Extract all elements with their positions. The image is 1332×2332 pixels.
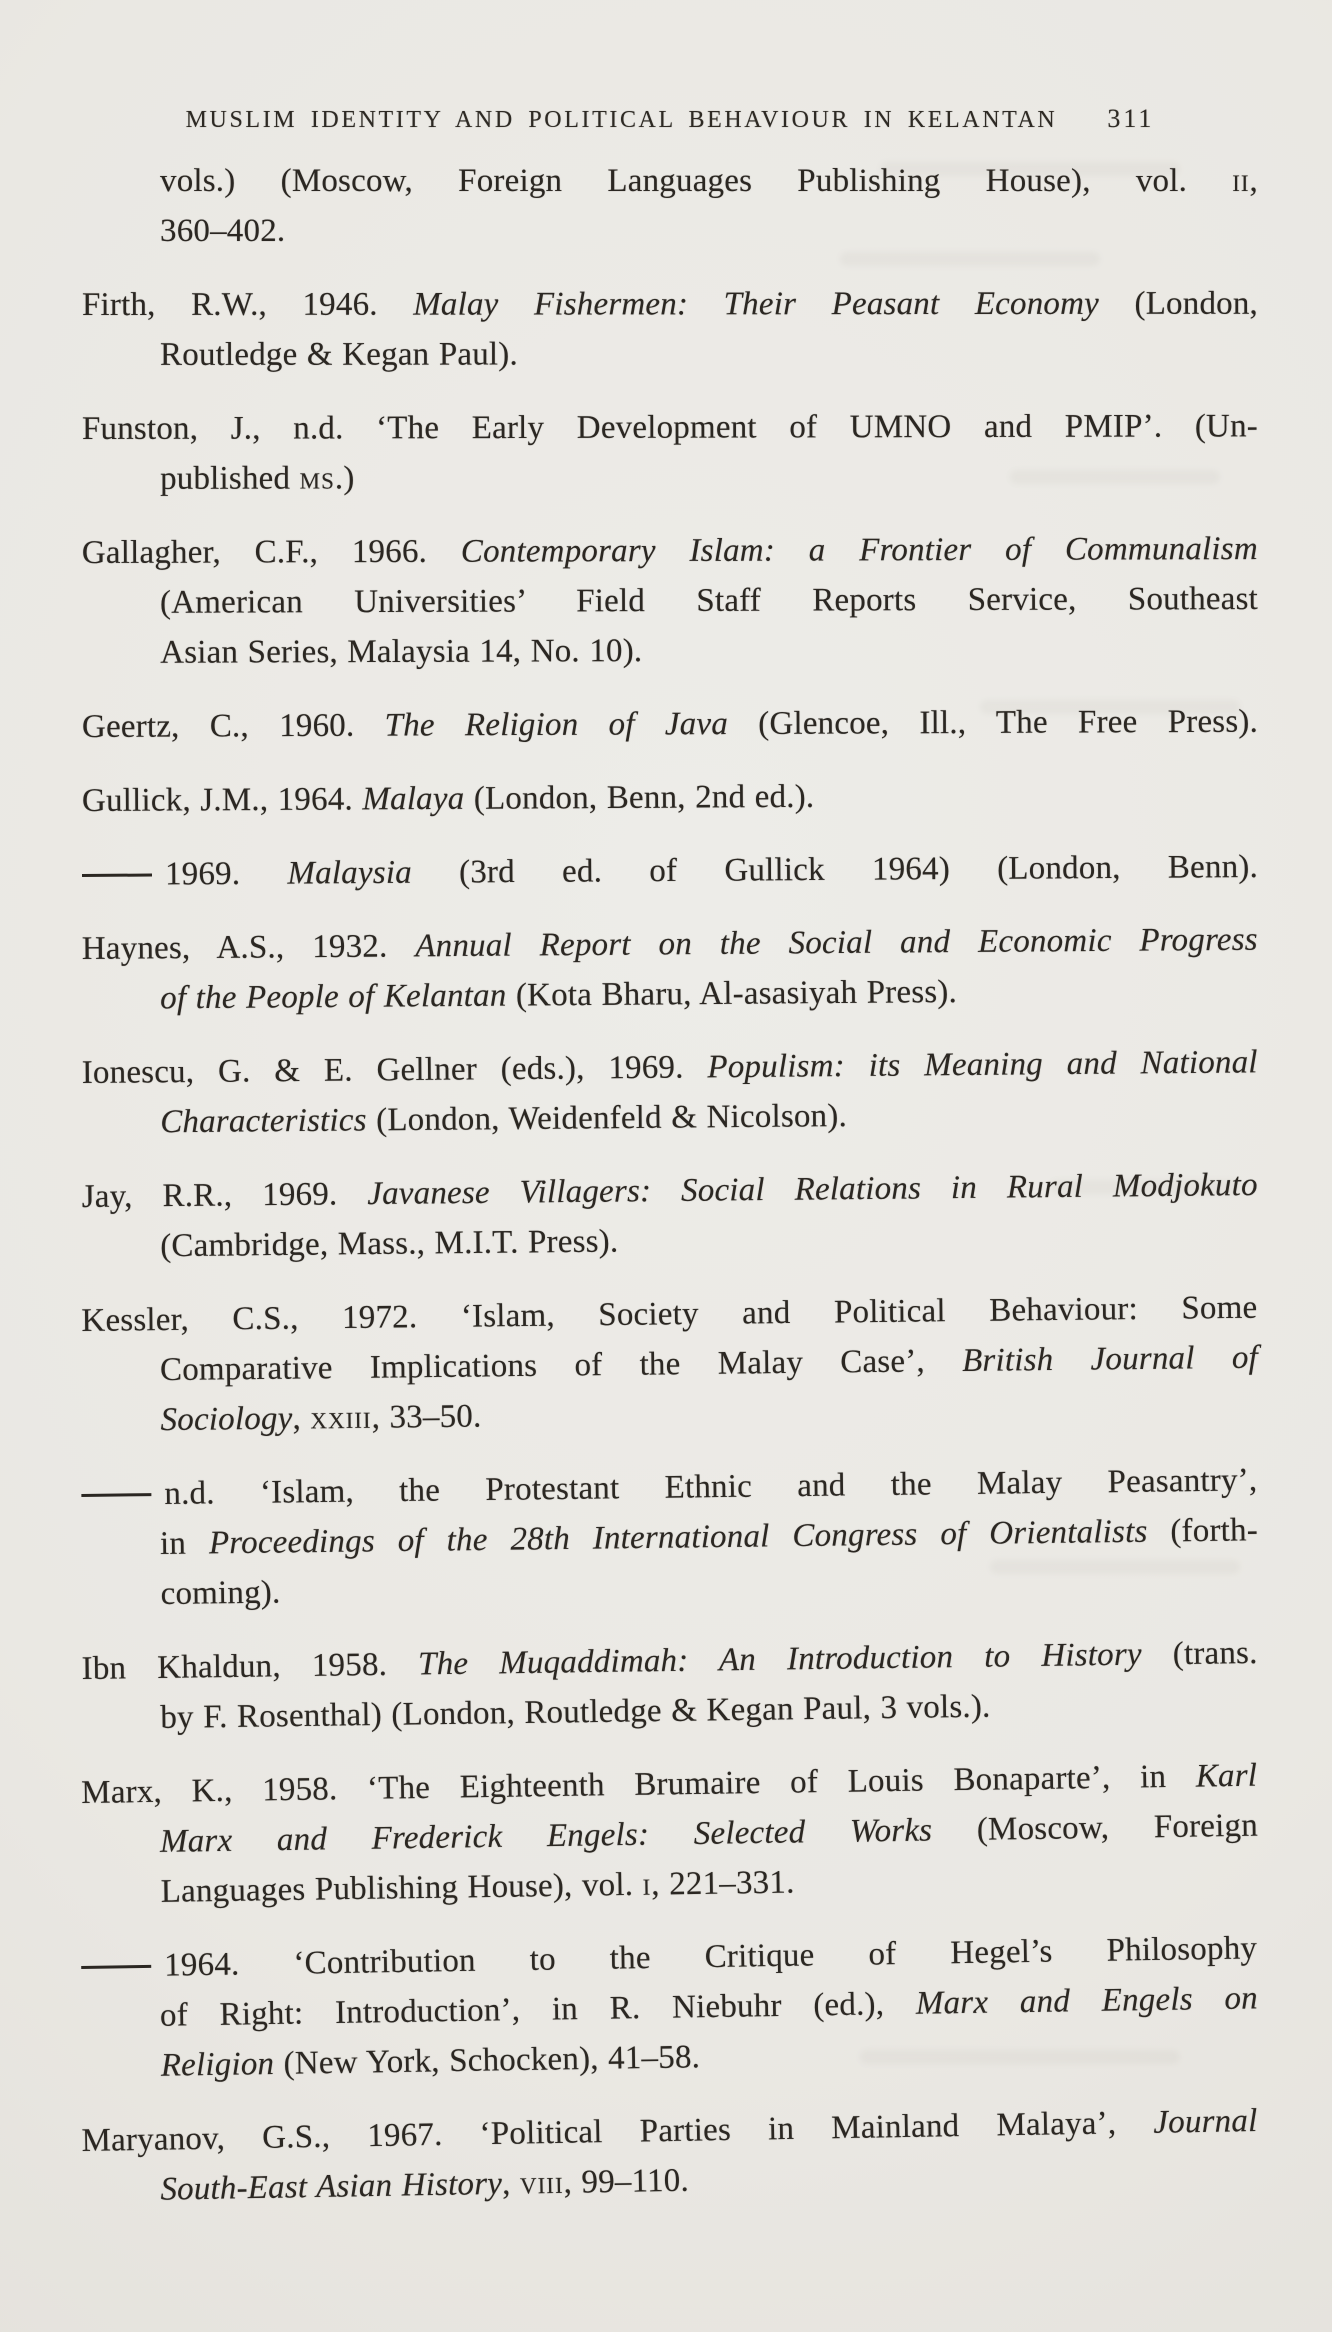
- text-segment: (London,: [1098, 285, 1259, 322]
- text-segment: i: [642, 1866, 652, 1903]
- text-segment: British Journal of: [961, 1339, 1259, 1380]
- text-segment: .): [334, 460, 355, 497]
- author-repeat-dash: [81, 1493, 151, 1497]
- text-segment: 1969.: [164, 855, 288, 893]
- text-segment: ,: [501, 2165, 521, 2202]
- text-segment: Gullick, J.M., 1964.: [81, 781, 363, 819]
- text-segment: (Glencoe, Ill., The Free Press).: [727, 703, 1259, 743]
- entry-line: [82, 329, 1258, 380]
- entry-line: [82, 915, 1258, 974]
- text-segment: Comparative Implications of the Malay Case’,: [159, 1343, 963, 1389]
- text-segment: of Right: Introduction’, in R. Niebuhr (ed.),: [159, 1985, 917, 2034]
- entry-line: [82, 156, 1258, 206]
- text-segment: vols.) (Moscow, Foreign Languages Publishing House), vol.: [160, 163, 1233, 199]
- text-segment: (Kota Bharu, Al-asasiyah Press).: [506, 974, 958, 1014]
- text-segment: The Muqaddimah: An Introduction to History: [417, 1636, 1142, 1683]
- text-segment: ii: [1232, 163, 1250, 199]
- bibliography-entry: [81, 1160, 1258, 1272]
- bibliography-entry: [82, 842, 1258, 900]
- entry-line: [82, 574, 1258, 628]
- text-segment: The Religion of Java: [384, 706, 729, 744]
- bibliography-entry: [82, 1037, 1259, 1148]
- bibliography-entry: [82, 915, 1259, 1024]
- text-segment: Ionescu, G. & E. Gellner (eds.), 1969.: [81, 1049, 708, 1092]
- text-segment: (trans.: [1141, 1634, 1258, 1673]
- text-segment: Proceedings of the 28th International Congress of Orientalists: [208, 1513, 1148, 1562]
- text-segment: 360–402.: [160, 213, 286, 249]
- entry-line: [82, 842, 1258, 900]
- bibliography-entry: [81, 1751, 1259, 1918]
- entry-line: [82, 965, 1258, 1024]
- bibliography-list: [82, 156, 1258, 2240]
- text-segment: Sociology: [160, 1400, 293, 1439]
- page-number: 311: [1107, 104, 1155, 133]
- text-segment: Funston, J., n.d. ‘The Early Development of UMNO and PMIP’. (Un-: [81, 408, 1258, 448]
- text-segment: viii: [519, 2164, 564, 2202]
- text-segment: ,: [292, 1400, 311, 1437]
- entry-line: [82, 769, 1258, 826]
- text-segment: Haynes, A.S., 1932.: [81, 928, 416, 968]
- text-segment: Malay Fishermen: Their Peasant Economy: [413, 285, 1100, 323]
- author-repeat-dash: [81, 1965, 151, 1969]
- running-header-title: MUSLIM IDENTITY AND POLITICAL BEHAVIOUR IN KELANTAN: [185, 107, 1058, 133]
- text-segment: (forth-: [1147, 1512, 1259, 1550]
- text-segment: n.d. ‘Islam, the Protestant Ethnic and the Malay Peasantry’,: [164, 1462, 1258, 1512]
- text-segment: Routledge & Kegan Paul).: [160, 336, 518, 373]
- bibliography-entry: [81, 2096, 1259, 2216]
- text-segment: published: [160, 460, 300, 497]
- text-segment: Ibn Khaldun, 1958.: [81, 1646, 419, 1688]
- text-segment: Javanese Villagers: Social Relations in Rural Modjokuto: [367, 1166, 1258, 1213]
- text-segment: by F. Rosenthal) (London, Routledge & Kegan Paul, 3 vols.).: [160, 1688, 991, 1736]
- entry-line: [82, 206, 1258, 256]
- bibliography-entry: [81, 1628, 1258, 1744]
- text-segment: 1964. ‘Contribution to the Critique of Hegel’s Philosophy: [163, 1930, 1258, 1984]
- bibliography-entry: [82, 697, 1258, 752]
- bibliography-entry: [82, 769, 1258, 826]
- text-segment: Karl: [1195, 1757, 1258, 1795]
- text-segment: Maryanov, G.S., 1967. ‘Political Parties in Mainland Malaya’,: [81, 2104, 1154, 2160]
- entry-line: [82, 451, 1258, 504]
- text-segment: Marx, K., 1958. ‘The Eighteenth Brumaire of Louis Bonaparte’, in: [80, 1758, 1197, 1812]
- author-repeat-dash: [82, 874, 152, 877]
- text-segment: (Cambridge, Mass., M.I.T. Press).: [160, 1223, 619, 1265]
- running-header: [82, 104, 1258, 134]
- entry-line: [82, 1037, 1258, 1098]
- text-segment: , 221–331.: [651, 1864, 795, 1903]
- entry-line: [82, 279, 1258, 330]
- text-segment: South-East Asian History: [160, 2165, 503, 2208]
- text-segment: (New York, Schocken), 41–58.: [273, 2039, 701, 2082]
- text-segment: Languages Publishing House), vol.: [160, 1866, 643, 1910]
- bibliography-entry: [81, 1283, 1259, 1446]
- text-segment: Gallagher, C.F., 1966.: [81, 533, 461, 572]
- text-segment: Jay, R.R., 1969.: [81, 1176, 368, 1216]
- entry-line: [82, 524, 1258, 578]
- entry-line: [82, 697, 1258, 752]
- text-segment: Malaya: [362, 780, 465, 818]
- bibliography-entry: [82, 401, 1258, 504]
- text-segment: Geertz, C., 1960.: [81, 707, 385, 745]
- text-segment: Kessler, C.S., 1972. ‘Islam, Society and Political Behaviour: Some: [81, 1289, 1258, 1340]
- text-segment: Marx and Frederick Engels: Selected Works: [159, 1812, 933, 1860]
- text-segment: (London, Weidenfeld & Nicolson).: [366, 1098, 848, 1139]
- text-segment: Firth, R.W., 1946.: [81, 286, 414, 323]
- text-segment: (3rd ed. of Gullick 1964) (London, Benn).: [411, 848, 1259, 891]
- text-segment: Characteristics: [160, 1102, 367, 1141]
- text-segment: , 99–110.: [563, 2162, 690, 2201]
- bibliography-entry: [82, 524, 1259, 678]
- text-segment: coming).: [160, 1574, 281, 1613]
- text-segment: of the People of Kelantan: [160, 977, 507, 1017]
- text-segment: xxiii: [310, 1399, 372, 1437]
- text-segment: in: [159, 1525, 210, 1563]
- text-segment: ,: [1249, 163, 1258, 199]
- text-segment: Contemporary Islam: a Frontier of Communalism: [460, 530, 1258, 570]
- text-segment: , 33–50.: [371, 1398, 482, 1436]
- text-segment: Populism: its Meaning and National: [707, 1044, 1258, 1086]
- text-segment: ms: [299, 460, 335, 497]
- text-segment: (American Universities’ Field Staff Reports Service, Southeast: [159, 580, 1259, 621]
- text-segment: Annual Report on the Social and Economic Progress: [415, 921, 1258, 965]
- text-segment: Asian Series, Malaysia 14, No. 10).: [160, 633, 643, 671]
- text-segment: Journal: [1153, 2102, 1258, 2141]
- bibliography-entry: [81, 1923, 1259, 2092]
- entry-line: [82, 401, 1258, 454]
- text-segment: (London, Benn, 2nd ed.).: [464, 778, 815, 817]
- entry-line: [82, 1210, 1258, 1272]
- entry-line: [82, 1087, 1258, 1148]
- bibliography-entry: [82, 279, 1258, 380]
- entry-line: [82, 624, 1258, 678]
- text-segment: (Moscow, Foreign: [931, 1807, 1259, 1849]
- text-segment: Marx and Engels on: [915, 1980, 1259, 2022]
- bibliography-entry: [82, 156, 1258, 256]
- text-segment: Malaysia: [287, 854, 413, 892]
- bibliography-entry: [81, 1455, 1259, 1620]
- text-segment: Religion: [160, 2045, 275, 2084]
